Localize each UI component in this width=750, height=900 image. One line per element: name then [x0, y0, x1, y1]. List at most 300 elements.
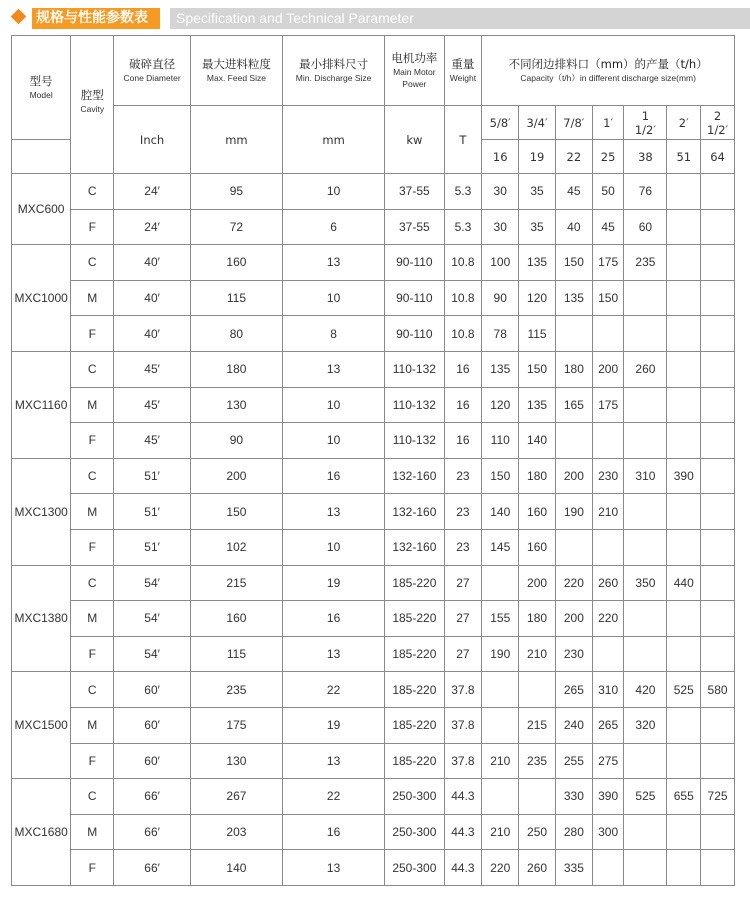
capacity-cell: 220: [592, 601, 624, 637]
capacity-cell: 115: [519, 316, 556, 352]
capacity-cell: 145: [482, 529, 519, 565]
weight-cell: 16: [444, 387, 482, 423]
capacity-cell: [667, 316, 701, 352]
discharge-cell: 10: [282, 529, 384, 565]
table-row: [12, 814, 735, 850]
capacity-cell: 140: [482, 494, 519, 530]
feed-cell: 160: [190, 601, 282, 637]
table-row: [12, 280, 735, 316]
table-row: [12, 209, 735, 245]
capacity-cell: 60: [624, 209, 667, 245]
header-cone-diameter: 破碎直径 Cone Diameter: [114, 36, 191, 106]
capacity-cell: 235: [519, 743, 556, 779]
capacity-cell: [701, 351, 735, 387]
cone-cell: 45′: [114, 387, 191, 423]
motor-cell: 132-160: [385, 529, 444, 565]
capacity-cell: 440: [667, 565, 701, 601]
size-mm: 25: [592, 140, 624, 174]
motor-cell: 37-55: [385, 174, 444, 210]
capacity-cell: [555, 316, 592, 352]
motor-cell: 110-132: [385, 351, 444, 387]
size-inch: 2′: [667, 106, 701, 140]
cavity-cell: M: [71, 814, 114, 850]
cone-cell: 60′: [114, 707, 191, 743]
model-name: MXC1300: [12, 458, 71, 565]
discharge-cell: 16: [282, 458, 384, 494]
header-model: 型号 Model: [12, 36, 71, 140]
feed-cell: 90: [190, 423, 282, 459]
feed-cell: 140: [190, 850, 282, 886]
discharge-cell: 13: [282, 850, 384, 886]
feed-cell: 150: [190, 494, 282, 530]
discharge-cell: 10: [282, 280, 384, 316]
feed-cell: 95: [190, 174, 282, 210]
cavity-cell: C: [71, 565, 114, 601]
motor-cell: 185-220: [385, 672, 444, 708]
cone-cell: 24′: [114, 174, 191, 210]
capacity-cell: 220: [555, 565, 592, 601]
capacity-cell: 200: [555, 458, 592, 494]
table-row: [12, 245, 735, 281]
section-title-en: Specification and Technical Parameter: [170, 8, 750, 29]
capacity-cell: 260: [519, 850, 556, 886]
cavity-cell: F: [71, 529, 114, 565]
motor-cell: 132-160: [385, 494, 444, 530]
capacity-cell: [482, 779, 519, 815]
size-mm: 51: [667, 140, 701, 174]
weight-cell: 23: [444, 529, 482, 565]
header-row-top: [12, 36, 735, 106]
feed-cell: 203: [190, 814, 282, 850]
motor-cell: 132-160: [385, 458, 444, 494]
weight-cell: 37.8: [444, 743, 482, 779]
capacity-cell: [701, 245, 735, 281]
unit-ton: T: [444, 106, 482, 174]
capacity-cell: 76: [624, 174, 667, 210]
capacity-cell: 230: [555, 636, 592, 672]
capacity-cell: 180: [519, 601, 556, 637]
table-row: [12, 316, 735, 352]
feed-cell: 115: [190, 636, 282, 672]
weight-cell: 10.8: [444, 280, 482, 316]
model-name: MXC1160: [12, 351, 71, 458]
capacity-cell: 78: [482, 316, 519, 352]
capacity-cell: 300: [592, 814, 624, 850]
cone-cell: 60′: [114, 743, 191, 779]
capacity-cell: 420: [624, 672, 667, 708]
feed-cell: 267: [190, 779, 282, 815]
capacity-cell: [624, 280, 667, 316]
capacity-cell: [624, 636, 667, 672]
capacity-cell: 335: [555, 850, 592, 886]
capacity-cell: 210: [519, 636, 556, 672]
feed-cell: 215: [190, 565, 282, 601]
capacity-cell: 50: [592, 174, 624, 210]
cone-cell: 66′: [114, 779, 191, 815]
capacity-cell: 255: [555, 743, 592, 779]
capacity-cell: 280: [555, 814, 592, 850]
section-title-cn: 规格与性能参数表: [32, 8, 160, 29]
motor-cell: 185-220: [385, 707, 444, 743]
weight-cell: 5.3: [444, 174, 482, 210]
table-row: [12, 174, 735, 210]
weight-cell: 5.3: [444, 209, 482, 245]
capacity-cell: [555, 529, 592, 565]
table-row: [12, 672, 735, 708]
header-capacity: 不同闭边排料口（mm）的产量（t/h） Capacity（t/h）in different discharge size(mm): [482, 36, 735, 106]
capacity-cell: 525: [667, 672, 701, 708]
section-title-bar: [0, 8, 750, 30]
cavity-cell: C: [71, 351, 114, 387]
capacity-cell: [624, 529, 667, 565]
header-max-feed: 最大进料粒度 Max. Feed Size: [190, 36, 282, 106]
capacity-cell: 215: [519, 707, 556, 743]
capacity-cell: 40: [555, 209, 592, 245]
discharge-cell: 19: [282, 707, 384, 743]
weight-cell: 44.3: [444, 850, 482, 886]
weight-cell: 27: [444, 601, 482, 637]
capacity-cell: [667, 850, 701, 886]
cone-cell: 54′: [114, 636, 191, 672]
capacity-cell: 175: [592, 245, 624, 281]
cavity-cell: C: [71, 672, 114, 708]
weight-cell: 27: [444, 636, 482, 672]
capacity-cell: 165: [555, 387, 592, 423]
capacity-cell: [667, 174, 701, 210]
capacity-cell: 150: [519, 351, 556, 387]
weight-cell: 23: [444, 494, 482, 530]
capacity-cell: 180: [519, 458, 556, 494]
capacity-cell: [519, 672, 556, 708]
capacity-cell: [667, 209, 701, 245]
discharge-cell: 8: [282, 316, 384, 352]
capacity-cell: [701, 707, 735, 743]
weight-cell: 10.8: [444, 316, 482, 352]
capacity-cell: 390: [667, 458, 701, 494]
capacity-cell: 320: [624, 707, 667, 743]
cavity-cell: F: [71, 636, 114, 672]
capacity-cell: [701, 601, 735, 637]
capacity-cell: 30: [482, 209, 519, 245]
cavity-cell: M: [71, 494, 114, 530]
capacity-cell: 155: [482, 601, 519, 637]
capacity-cell: [701, 280, 735, 316]
capacity-cell: [667, 707, 701, 743]
capacity-cell: 90: [482, 280, 519, 316]
table-row: [12, 601, 735, 637]
size-inch: 1′: [592, 106, 624, 140]
capacity-cell: [624, 601, 667, 637]
motor-cell: 37-55: [385, 209, 444, 245]
size-mm: 19: [519, 140, 556, 174]
capacity-cell: 100: [482, 245, 519, 281]
capacity-cell: [482, 672, 519, 708]
unit-kw: kw: [385, 106, 444, 174]
table-row: [12, 779, 735, 815]
cavity-cell: F: [71, 743, 114, 779]
capacity-cell: 160: [519, 494, 556, 530]
capacity-cell: 200: [555, 601, 592, 637]
cone-cell: 66′: [114, 814, 191, 850]
motor-cell: 110-132: [385, 387, 444, 423]
capacity-cell: 135: [519, 387, 556, 423]
header-weight: 重量 Weight: [444, 36, 482, 106]
table-row: [12, 387, 735, 423]
weight-cell: 37.8: [444, 707, 482, 743]
capacity-cell: 35: [519, 209, 556, 245]
capacity-cell: 30: [482, 174, 519, 210]
cone-cell: 51′: [114, 458, 191, 494]
size-inch: 5/8′: [482, 106, 519, 140]
capacity-cell: [624, 423, 667, 459]
feed-cell: 102: [190, 529, 282, 565]
discharge-cell: 13: [282, 494, 384, 530]
unit-feed-mm: mm: [190, 106, 282, 174]
cavity-cell: M: [71, 387, 114, 423]
capacity-cell: 310: [624, 458, 667, 494]
cone-cell: 24′: [114, 209, 191, 245]
capacity-cell: 140: [519, 423, 556, 459]
cavity-cell: M: [71, 707, 114, 743]
table-row: [12, 707, 735, 743]
header-min-discharge: 最小排料尺寸 Min. Discharge Size: [282, 36, 384, 106]
discharge-cell: 10: [282, 423, 384, 459]
capacity-cell: 235: [624, 245, 667, 281]
feed-cell: 180: [190, 351, 282, 387]
capacity-cell: [701, 850, 735, 886]
capacity-cell: 200: [592, 351, 624, 387]
cavity-cell: F: [71, 423, 114, 459]
discharge-cell: 13: [282, 351, 384, 387]
table-row: [12, 565, 735, 601]
table-row: [12, 529, 735, 565]
size-inch: 3/4′: [519, 106, 556, 140]
discharge-cell: 10: [282, 387, 384, 423]
capacity-cell: 110: [482, 423, 519, 459]
capacity-cell: [701, 529, 735, 565]
cone-cell: 51′: [114, 494, 191, 530]
motor-cell: 250-300: [385, 850, 444, 886]
capacity-cell: [592, 850, 624, 886]
cone-cell: 40′: [114, 245, 191, 281]
weight-cell: 37.8: [444, 672, 482, 708]
capacity-cell: [701, 494, 735, 530]
capacity-cell: [592, 529, 624, 565]
capacity-cell: 265: [555, 672, 592, 708]
discharge-cell: 16: [282, 814, 384, 850]
weight-cell: 10.8: [444, 245, 482, 281]
size-inch: 1 1/2′: [624, 106, 667, 140]
cone-cell: 66′: [114, 850, 191, 886]
cavity-cell: C: [71, 245, 114, 281]
feed-cell: 175: [190, 707, 282, 743]
motor-cell: 185-220: [385, 601, 444, 637]
capacity-cell: 135: [555, 280, 592, 316]
table-row: [12, 636, 735, 672]
discharge-cell: 22: [282, 779, 384, 815]
table-row: [12, 351, 735, 387]
capacity-cell: 655: [667, 779, 701, 815]
feed-cell: 235: [190, 672, 282, 708]
motor-cell: 250-300: [385, 779, 444, 815]
cavity-cell: F: [71, 316, 114, 352]
discharge-cell: 22: [282, 672, 384, 708]
size-inch: 7/8′: [555, 106, 592, 140]
model-name: MXC1380: [12, 565, 71, 672]
capacity-cell: [624, 743, 667, 779]
capacity-cell: 210: [592, 494, 624, 530]
cone-cell: 51′: [114, 529, 191, 565]
capacity-cell: [701, 743, 735, 779]
discharge-cell: 13: [282, 245, 384, 281]
cone-cell: 45′: [114, 351, 191, 387]
capacity-cell: 160: [519, 529, 556, 565]
motor-cell: 250-300: [385, 814, 444, 850]
size-mm: 16: [482, 140, 519, 174]
capacity-cell: 175: [592, 387, 624, 423]
model-name: MXC600: [12, 174, 71, 245]
capacity-cell: [667, 351, 701, 387]
model-name: MXC1500: [12, 672, 71, 779]
size-mm: 38: [624, 140, 667, 174]
capacity-cell: [624, 316, 667, 352]
capacity-cell: [701, 174, 735, 210]
model-name: MXC1680: [12, 779, 71, 886]
capacity-cell: [624, 387, 667, 423]
cone-cell: 40′: [114, 316, 191, 352]
cavity-cell: M: [71, 601, 114, 637]
capacity-cell: 210: [482, 743, 519, 779]
motor-cell: 185-220: [385, 743, 444, 779]
cone-cell: 54′: [114, 601, 191, 637]
cavity-cell: C: [71, 174, 114, 210]
weight-cell: 27: [444, 565, 482, 601]
motor-cell: 110-132: [385, 423, 444, 459]
capacity-cell: 725: [701, 779, 735, 815]
capacity-cell: [701, 316, 735, 352]
size-mm: 22: [555, 140, 592, 174]
capacity-cell: [701, 636, 735, 672]
table-row: [12, 494, 735, 530]
capacity-cell: [701, 387, 735, 423]
capacity-cell: [701, 209, 735, 245]
capacity-cell: 260: [624, 351, 667, 387]
capacity-cell: [667, 743, 701, 779]
feed-cell: 115: [190, 280, 282, 316]
capacity-cell: 200: [519, 565, 556, 601]
feed-cell: 72: [190, 209, 282, 245]
model-header-spacer: [12, 140, 71, 174]
capacity-cell: [667, 494, 701, 530]
cavity-cell: M: [71, 280, 114, 316]
capacity-cell: [667, 280, 701, 316]
capacity-cell: [482, 565, 519, 601]
capacity-cell: 150: [592, 280, 624, 316]
cavity-cell: F: [71, 850, 114, 886]
capacity-cell: 350: [624, 565, 667, 601]
capacity-cell: 35: [519, 174, 556, 210]
capacity-cell: 265: [592, 707, 624, 743]
weight-cell: 16: [444, 423, 482, 459]
cone-cell: 60′: [114, 672, 191, 708]
capacity-cell: [592, 316, 624, 352]
capacity-cell: 210: [482, 814, 519, 850]
capacity-cell: [667, 814, 701, 850]
capacity-cell: 135: [519, 245, 556, 281]
table-row: [12, 743, 735, 779]
capacity-cell: 275: [592, 743, 624, 779]
discharge-cell: 13: [282, 743, 384, 779]
capacity-cell: 390: [592, 779, 624, 815]
capacity-cell: [555, 423, 592, 459]
feed-cell: 80: [190, 316, 282, 352]
capacity-cell: 120: [519, 280, 556, 316]
discharge-cell: 13: [282, 636, 384, 672]
capacity-cell: 220: [482, 850, 519, 886]
size-inch: 2 1/2′: [701, 106, 735, 140]
capacity-cell: [667, 601, 701, 637]
capacity-cell: [592, 636, 624, 672]
capacity-cell: 190: [555, 494, 592, 530]
feed-cell: 160: [190, 245, 282, 281]
cone-cell: 40′: [114, 280, 191, 316]
weight-cell: 44.3: [444, 779, 482, 815]
capacity-cell: [667, 245, 701, 281]
capacity-cell: [667, 636, 701, 672]
capacity-cell: [624, 850, 667, 886]
capacity-cell: 310: [592, 672, 624, 708]
table-row: [12, 423, 735, 459]
header-motor-power: 电机功率 Main Motor Power: [385, 36, 444, 106]
cone-cell: 54′: [114, 565, 191, 601]
motor-cell: 185-220: [385, 565, 444, 601]
capacity-cell: [667, 387, 701, 423]
weight-cell: 23: [444, 458, 482, 494]
capacity-cell: [592, 423, 624, 459]
capacity-cell: 150: [555, 245, 592, 281]
feed-cell: 200: [190, 458, 282, 494]
weight-cell: 16: [444, 351, 482, 387]
capacity-cell: [667, 423, 701, 459]
capacity-cell: 135: [482, 351, 519, 387]
capacity-cell: 250: [519, 814, 556, 850]
discharge-cell: 19: [282, 565, 384, 601]
capacity-cell: [624, 494, 667, 530]
table-row: [12, 850, 735, 886]
capacity-cell: 580: [701, 672, 735, 708]
discharge-cell: 6: [282, 209, 384, 245]
size-mm: 64: [701, 140, 735, 174]
spec-table: [11, 35, 735, 886]
motor-cell: 90-110: [385, 316, 444, 352]
capacity-cell: 45: [555, 174, 592, 210]
cavity-cell: C: [71, 779, 114, 815]
motor-cell: 185-220: [385, 636, 444, 672]
feed-cell: 130: [190, 387, 282, 423]
cavity-cell: C: [71, 458, 114, 494]
capacity-cell: 240: [555, 707, 592, 743]
header-row-inch: [12, 106, 735, 140]
capacity-cell: 45: [592, 209, 624, 245]
capacity-cell: 190: [482, 636, 519, 672]
capacity-cell: [701, 565, 735, 601]
model-name: MXC1000: [12, 245, 71, 352]
cavity-cell: F: [71, 209, 114, 245]
table-row: [12, 458, 735, 494]
discharge-cell: 16: [282, 601, 384, 637]
capacity-cell: 525: [624, 779, 667, 815]
discharge-cell: 10: [282, 174, 384, 210]
